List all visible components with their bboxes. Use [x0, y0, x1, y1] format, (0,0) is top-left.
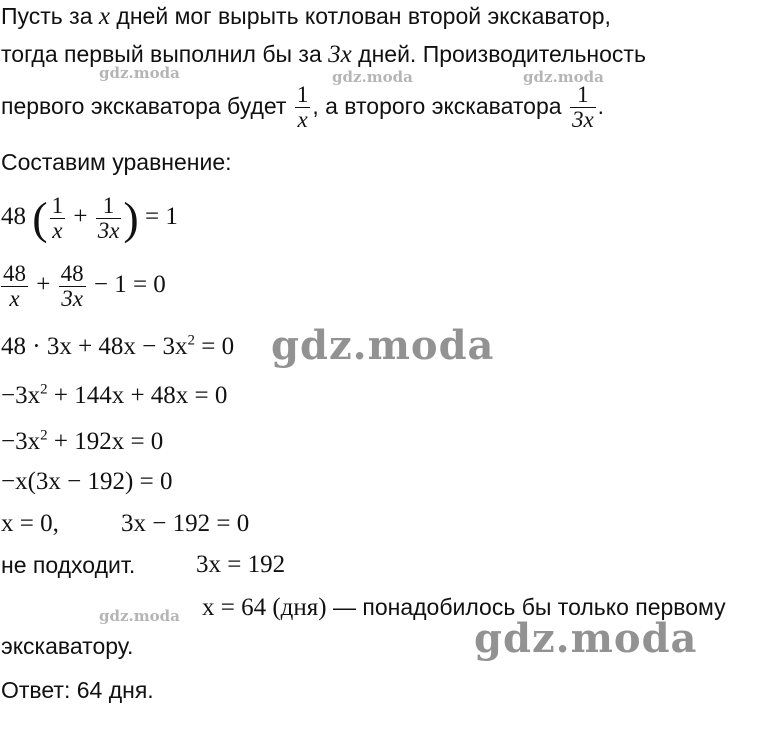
text-segment: . — [597, 93, 605, 119]
text-segment: дней мог вырыть котлован второй экскаватор, — [110, 3, 611, 29]
equation-1: 48 ( $\frac{1}{x}$ + $\frac{1}{3x}$ ) = 1 — [1, 192, 178, 244]
final-answer — [1, 676, 154, 704]
text-segment: дней. Производительность — [351, 41, 646, 67]
fraction-numerator: 1 — [296, 82, 309, 108]
fraction-denominator: x — [9, 285, 20, 311]
equation-rhs: = 1 — [138, 203, 178, 230]
watermark: gdz.moda — [99, 607, 180, 625]
watermark: gdz.moda — [332, 68, 413, 86]
final-answer-text: Ответ: 64 дня. — [1, 677, 154, 703]
close-paren: ) — [123, 192, 139, 244]
open-paren: ( — [32, 192, 48, 244]
fraction-1-over-3x — [96, 194, 122, 243]
equation-7-left — [1, 510, 59, 538]
not-fit-label: не подходит. — [1, 552, 136, 578]
exponent: 2 — [40, 381, 48, 398]
paragraph-line-3 — [1, 82, 604, 132]
variable-x: x — [98, 3, 111, 30]
equation-rhs: − 1 = 0 — [87, 271, 166, 298]
equation-factored: −x(3x − 192) = 0 — [1, 468, 173, 495]
fraction-denominator: 3x — [571, 107, 594, 133]
fraction-1-over-x — [295, 83, 311, 132]
equation-8 — [196, 551, 285, 579]
equation-rest: + 144x + 48x = 0 — [47, 382, 228, 409]
fraction-48-over-x — [1, 262, 28, 311]
fraction-denominator: 3x — [61, 285, 83, 311]
equation-linear: 3x − 192 = 0 — [121, 510, 250, 537]
text-segment: Пусть за — [1, 3, 99, 29]
text-segment: первого экскаватора будет — [1, 93, 293, 119]
fraction-denominator: x — [52, 217, 63, 243]
equation-term: −3x — [1, 428, 41, 455]
result-note: — понадобилось бы только первому — [326, 594, 726, 620]
equation-rhs: = 0 — [195, 333, 235, 360]
fraction-48-over-3x — [59, 262, 86, 311]
result-line-2 — [1, 632, 133, 660]
equation-2: $\frac{48}{x}$ + $\frac{48}{3x}$ − 1 = 0 — [3, 260, 166, 311]
watermark: gdz.moda — [99, 64, 180, 82]
equation-3x-192: 3x = 192 — [196, 551, 286, 578]
watermark-large: gdz.moda — [474, 615, 698, 662]
equation-7-right — [121, 510, 249, 538]
paragraph-line-2 — [1, 40, 646, 69]
fraction-numerator: 48 — [3, 260, 26, 286]
expression-3x: 3x — [328, 41, 352, 68]
equation-5 — [1, 428, 163, 456]
equation-6 — [1, 468, 172, 496]
equation-term: −3x — [1, 382, 41, 409]
equation-lhs: 48 · 3x + 48x − 3x — [1, 333, 188, 360]
exponent: 2 — [187, 332, 196, 349]
fraction-1-over-x — [50, 194, 66, 243]
not-fit-note — [1, 551, 135, 579]
fraction-numerator: 1 — [96, 194, 122, 219]
compose-label: Составим уравнение: — [1, 149, 232, 175]
fraction-numerator: 1 — [51, 192, 64, 218]
fraction-numerator: 48 — [60, 260, 84, 286]
text-segment: , а второго экскаватора — [312, 93, 568, 119]
equation-coef: 48 — [1, 203, 26, 230]
equation-rest: + 192x = 0 — [47, 428, 164, 455]
fraction-1-over-3x — [570, 83, 596, 132]
watermark: gdz.moda — [523, 68, 604, 86]
watermark-large: gdz.moda — [271, 322, 495, 369]
compose-heading — [1, 148, 232, 176]
fraction-denominator: 3x — [97, 217, 120, 243]
fraction-denominator: x — [297, 107, 308, 133]
text-segment: тогда первый выполнил бы за — [1, 41, 329, 67]
exponent: 2 — [40, 427, 48, 444]
paragraph-line-1 — [1, 2, 611, 31]
fraction-numerator: 1 — [570, 83, 596, 108]
equation-4 — [1, 382, 227, 410]
equation-3 — [1, 333, 234, 361]
result-note-2: экскаватору. — [1, 633, 134, 659]
root-x-zero: x = 0, — [1, 510, 59, 537]
result-value: x = 64 (дня) — [202, 594, 327, 621]
